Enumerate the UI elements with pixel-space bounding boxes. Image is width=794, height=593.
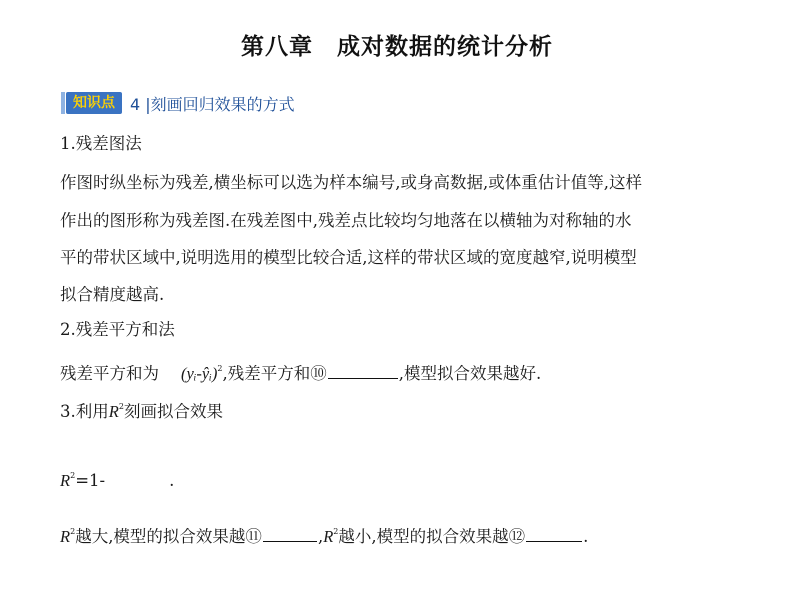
knowledge-point-badge: 知识点 (66, 92, 122, 114)
section3-heading: 3.利用$R^2$刻画拟合效果 (60, 402, 223, 421)
r2-conclusion-line: $R^2$越大,模型的拟合效果越⑪ $,R^2$越小,模型的拟合效果越⑫ . (60, 527, 589, 546)
knowledge-point-header (66, 92, 295, 114)
answer-blank-11[interactable] (263, 525, 317, 542)
section1-line-3: 平的带状区域中,说明选用的模型比较合适,这样的带状区域的宽度越窄,说明模型 (60, 248, 637, 267)
residual-square-formula: (yᵢ-ŷᵢ) (181, 364, 218, 383)
section1-line-2: 作出的图形称为残差图.在残差图中,残差点比较均匀地落在以横轴为对称轴的水 (60, 211, 632, 230)
r2-formula-line: $R^2=1-$ . (60, 471, 175, 490)
answer-blank-10[interactable] (328, 362, 398, 379)
section1-line-1: 作图时纵坐标为残差,横坐标可以选为样本编号,或身高数据,或体重估计值等,这样 (60, 173, 642, 192)
knowledge-point-title: 4 |刻画回归效果的方式 (130, 94, 295, 114)
section2-formula-line: 残差平方和为 (yᵢ-ŷᵢ)$^2$,残差平方和⑩ ,模型拟合效果越好. (60, 364, 542, 383)
section2-heading: 2.残差平方和法 (60, 320, 175, 339)
page-title: 第八章 成对数据的统计分析 (241, 34, 553, 60)
answer-blank-12[interactable] (526, 525, 582, 542)
section1-heading: 1.残差图法 (60, 134, 142, 153)
section1-line-4: 拟合精度越高. (60, 285, 165, 304)
